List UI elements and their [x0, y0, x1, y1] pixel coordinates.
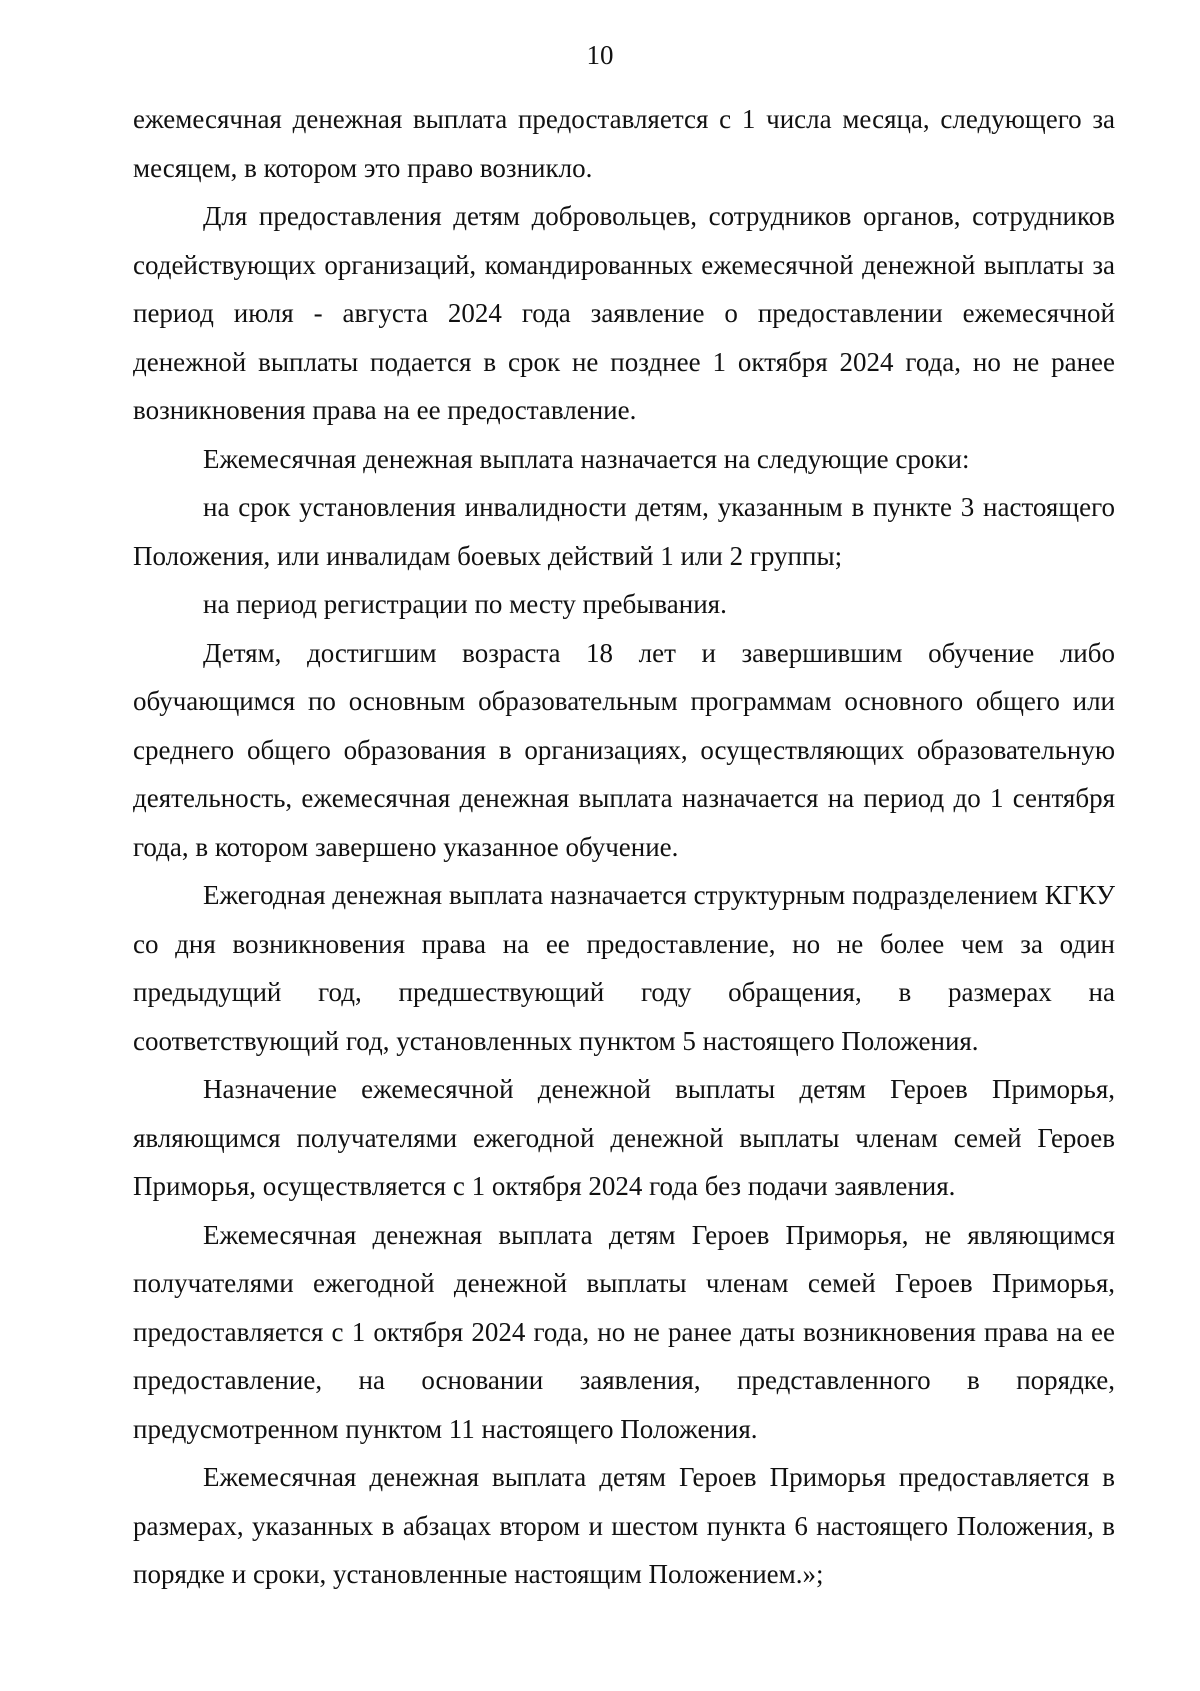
paragraph-4: на срок установления инвалидности детям, указанным в пункте 3 настоящего Положения, или инвалидам боевых действий 1 или 2 группы;: [133, 492, 1115, 571]
paragraph-7: Ежегодная денежная выплата назначается структурным подразделением КГКУ со дня возникновения права на ее предоставление, но не более чем за один предыдущий год, предшествующий году обращения, в размерах на соответствующий год, установленных пунктом 5 настоящего Положения.: [133, 880, 1115, 1056]
paragraph-6: Детям, достигшим возраста 18 лет и завершившим обучение либо обучающимся по основным образовательным программам основного общего или среднего общего образования в организациях, осуществляющих образовательную деятельность, ежемесячная денежная выплата назначается на период до 1 сентября года, в котором завершено указанное обучение.: [133, 637, 1115, 862]
paragraph-3: Ежемесячная денежная выплата назначается на следующие сроки:: [203, 443, 970, 474]
page-number: 10: [586, 40, 614, 70]
document-body: [133, 95, 1115, 1599]
paragraph-10: Ежемесячная денежная выплата детям Героев Приморья предоставляется в размерах, указанных в абзацах втором и шестом пункта 6 настоящего Положения, в порядке и сроки, установленные настоящим Положением.»;: [133, 1462, 1115, 1589]
paragraph-5: на период регистрации по месту пребывания.: [203, 589, 727, 619]
paragraph-1: ежемесячная денежная выплата предоставляется с 1 числа месяца, следующего за месяцем, в котором это право возникло.: [133, 104, 1115, 183]
paragraph-8: Назначение ежемесячной денежной выплаты детям Героев Приморья, являющимся получателями ежегодной денежной выплаты членам семей Героев Приморья, осуществляется с 1 октября 2024 года без подачи заявления.: [133, 1074, 1115, 1201]
paragraph-9: Ежемесячная денежная выплата детям Героев Приморья, не являющимся получателями ежегодной денежной выплаты членам семей Героев Приморья, предоставляется с 1 октября 2024 года, но не ранее даты возникновения права на ее предоставление, на основании заявления, представленного в порядке, предусмотренном пунктом 11 настоящего Положения.: [133, 1219, 1115, 1444]
paragraph-2: Для предоставления детям добровольцев, сотрудников органов, сотрудников содействующих организаций, командированных ежемесячной денежной выплаты за период июля - августа 2024 года заявление о предоставлении ежемесячной денежной выплаты подается в срок не позднее 1 октября 2024 года, но не ранее возникновения права на ее предоставление.: [133, 201, 1115, 425]
